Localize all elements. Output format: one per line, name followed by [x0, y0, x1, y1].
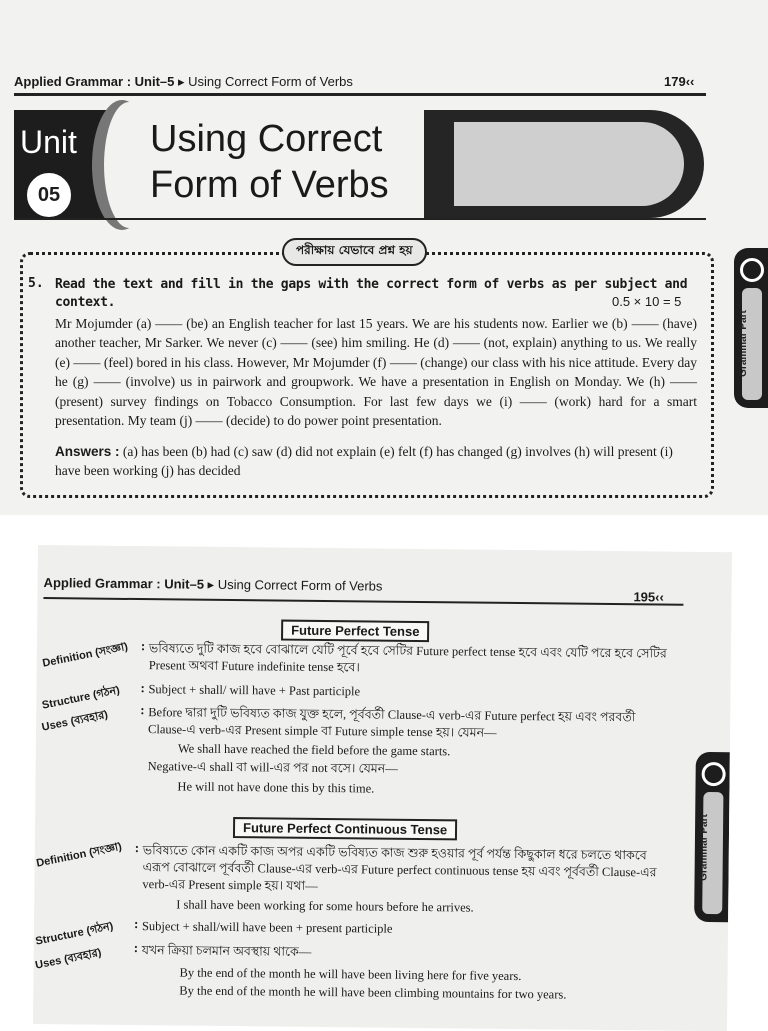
unit-title: Using Correct Form of Verbs	[150, 118, 389, 206]
question-instruction: Read the text and fill in the gaps with the correct form of verbs as per subject and context.	[55, 277, 688, 310]
definition-label: Definition (সংজ্ঞা)	[35, 840, 123, 870]
uses-label: Uses (ব্যবহার)	[34, 946, 103, 972]
colon: :	[140, 638, 146, 654]
structure-text: Subject + shall/ will have + Past participle	[148, 682, 361, 699]
banner-rule	[14, 218, 706, 220]
double-chevron-icon: ‹‹	[655, 589, 664, 605]
colon: :	[140, 702, 145, 718]
example-sentence: I shall have been working for some hours before he arrives.	[176, 897, 474, 915]
colon: :	[140, 680, 145, 696]
example-sentence: By the end of the month he will have been climbing mountains for two years.	[179, 983, 567, 1002]
structure-text: Subject + shall/will have been + present participle	[141, 919, 393, 936]
banner-arc-inner	[104, 102, 154, 228]
example-sentence: We shall have reached the field before the game starts.	[177, 741, 451, 759]
colon: :	[133, 916, 139, 932]
chevron-right-icon: ▸	[207, 576, 215, 592]
exam-tag: পরীক্ষায় যেভাবে প্রশ্ন হয়	[282, 238, 427, 266]
grammar-side-tab	[694, 752, 730, 922]
page-number	[664, 74, 694, 89]
answers	[55, 442, 697, 480]
page-number-value: 195	[633, 589, 656, 605]
definition-label: Definition (সংজ্ঞা)	[41, 640, 129, 670]
unit-number: 05	[24, 170, 74, 220]
chevron-right-icon: ▸	[178, 74, 185, 89]
answers-text: (a) has been (b) had (c) saw (d) did not explain (e) felt (f) has changed (g) involves (h) will present (i) have been working (j) has decided	[55, 444, 673, 478]
colon: :	[133, 940, 139, 956]
uses-text: যখন ক্রিয়া চলমান অবস্থায় থাকে—	[141, 943, 312, 959]
double-chevron-icon: ‹‹	[685, 74, 695, 89]
structure-label: Structure (গঠন)	[41, 684, 121, 712]
structure-label: Structure (গঠন)	[34, 920, 115, 948]
banner-gray-band	[454, 122, 684, 206]
page-number	[633, 589, 664, 604]
uses-text: Before দ্বারা দুটি ভবিষ্যত কাজ যুক্ত হলে, পূর্ববর্তী Clause-এ verb-এর Future perfect হয় এবং পরবর্তী Clause-এ verb-এর Present simple বা Future simple tense হয়। যেমন—	[148, 705, 636, 740]
unit-banner	[14, 110, 704, 220]
circle-icon	[740, 258, 764, 282]
side-tab-label: Grammar Part	[698, 814, 711, 881]
running-head	[44, 575, 383, 595]
circle-icon	[702, 762, 726, 786]
example-sentence: He will not have done this by this time.	[177, 779, 375, 796]
running-head-unit: Applied Grammar : Unit–5	[14, 74, 175, 89]
definition-text: ভবিষ্যতে কোন একটি কাজ অপর একটি ভবিষ্যত কাজ শুরু হওয়ার পূর্ব পর্যন্ত কিছুকাল ধরে চলতে থাকবে এরূপ বোঝালে পূর্ববর্তী Clause-এর verb-এর Future perfect continuous tense হয় এবং পূর্ববর্তী Clause-এর verb-এর Present simple হয়। যথা—	[142, 843, 657, 893]
definition-text: ভবিষ্যতে দুটি কাজ হবে বোঝালে যেটি পূর্বে হবে সেটির Future perfect tense হবে এবং যেটি পরে হবে সেটির Present অথবা Future indefinite tense হবে।	[148, 641, 667, 675]
uses-label: Uses (ব্যবহার)	[40, 708, 109, 734]
question-passage: Mr Mojumder (a) —— (be) an English teacher for last 15 years. We are his students now. Earlier we (b) —— (have) another teacher, Mr Sarker. We never (c) —— (see) him smiling. He (d) —— (not, explain) anything to us. We really (e) —— (feel) bored in his class. However, Mr Mojumder (f) —— (change) our class with his nice attitude. Every day he (g) —— (involve) us in pairwork and groupwork. We have a presentation in English on Monday. We (h) —— (present) survey findings on Tobacco Consumption. For last few days we (i) —— (work) hard for a smart presentation. My team (j) —— (decide) to do power point presentation.	[55, 316, 697, 429]
unit-word: Unit	[20, 124, 77, 160]
question-number: 5.	[28, 276, 44, 291]
running-head-topic: Using Correct Form of Verbs	[217, 576, 383, 594]
running-head-unit: Applied Grammar : Unit–5	[43, 575, 205, 592]
grammar-side-tab	[734, 248, 768, 408]
negative-note: Negative-এ shall বা will-এর পর not বসে। যেমন—	[147, 759, 398, 776]
colon: :	[134, 840, 140, 856]
answers-label: Answers :	[55, 444, 120, 459]
running-head	[14, 74, 353, 90]
page-179	[0, 0, 768, 515]
section-heading-future-perfect-continuous: Future Perfect Continuous Tense	[233, 817, 457, 840]
side-tab-label: Grammar Part	[737, 310, 749, 377]
page-number-value: 179	[664, 74, 686, 89]
running-head-topic: Using Correct Form of Verbs	[188, 74, 353, 89]
example-sentence: By the end of the month he will have been living here for five years.	[179, 965, 522, 984]
header-rule	[43, 597, 683, 606]
question-marks: 0.5 × 10 = 5	[612, 294, 682, 309]
section-heading-future-perfect: Future Perfect Tense	[281, 620, 430, 643]
page-195	[33, 545, 732, 1031]
header-rule	[14, 93, 706, 96]
